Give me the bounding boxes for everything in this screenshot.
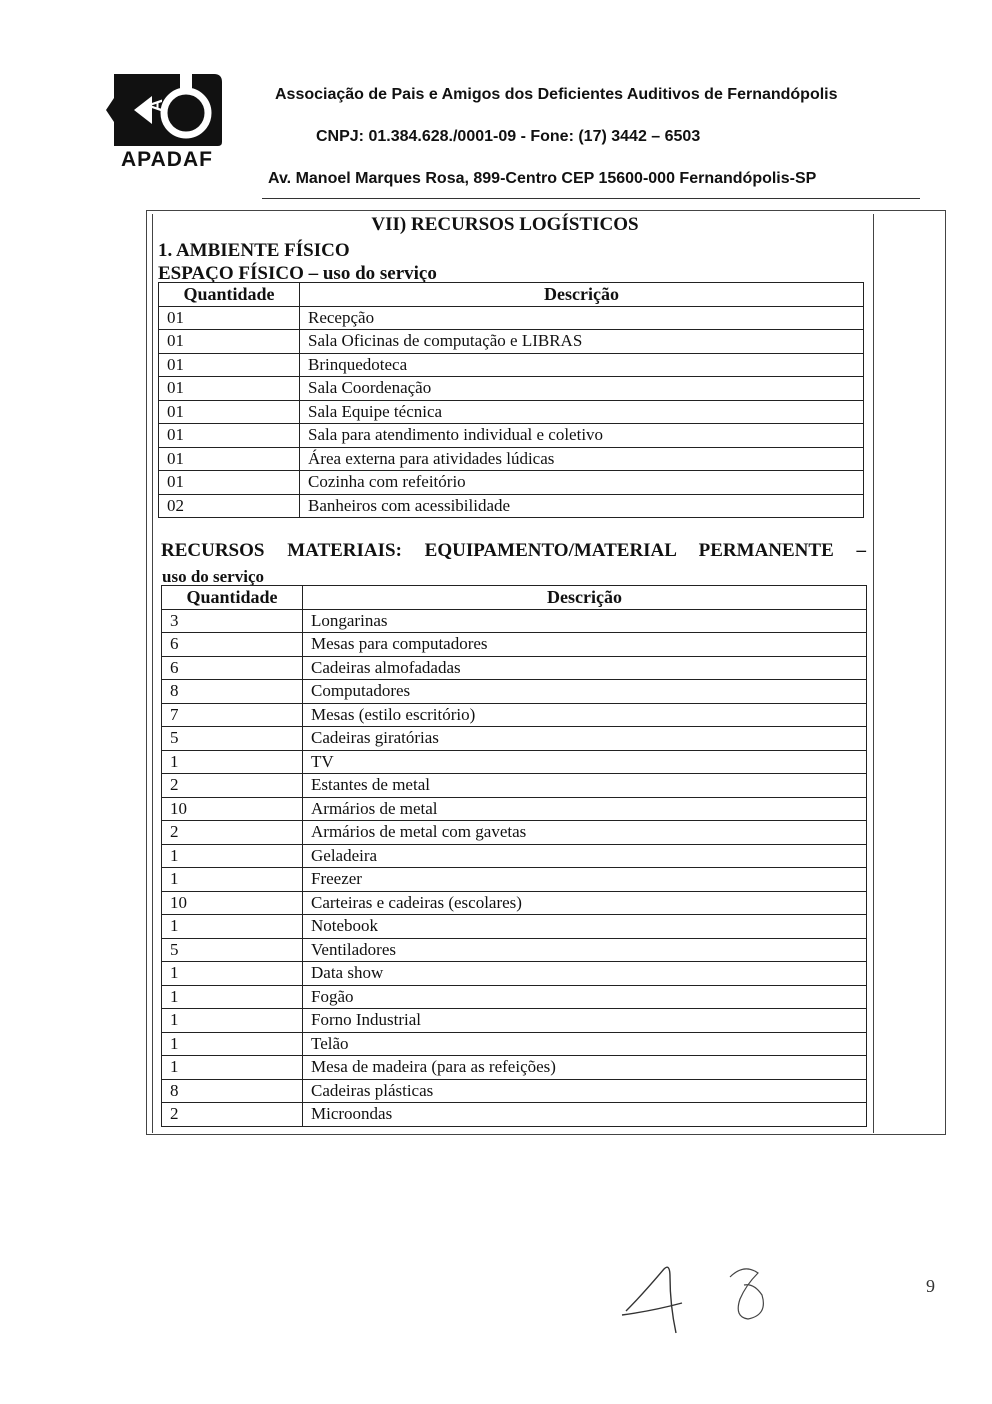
equipment-table: [161, 585, 867, 1127]
description-cell: Cozinha com refeitório: [300, 471, 864, 495]
description-cell: Armários de metal com gavetas: [303, 821, 867, 845]
table-row: [159, 330, 864, 354]
description-cell: Sala Coordenação: [300, 377, 864, 401]
quantity-cell: 01: [159, 424, 300, 448]
table-row: [159, 447, 864, 471]
table-row: [162, 985, 867, 1009]
quantity-cell: 10: [162, 797, 303, 821]
subsection-materiais: RECURSOS MATERIAIS: EQUIPAMENTO/MATERIAL PERMANENTE –: [161, 540, 866, 561]
quantity-cell: 1: [162, 1009, 303, 1033]
quantity-cell: 1: [162, 868, 303, 892]
table-header-row: [159, 283, 864, 307]
quantity-cell: 8: [162, 680, 303, 704]
quantity-cell: 5: [162, 727, 303, 751]
quantity-cell: 1: [162, 1032, 303, 1056]
quantity-cell: 1: [162, 750, 303, 774]
org-name: Associação de Pais e Amigos dos Deficientes Auditivos de Fernandópolis: [275, 86, 838, 103]
quantity-cell: 1: [162, 915, 303, 939]
quantity-cell: 7: [162, 703, 303, 727]
quantity-cell: 01: [159, 330, 300, 354]
table-row: [159, 471, 864, 495]
quantity-cell: 01: [159, 306, 300, 330]
table-row: [162, 797, 867, 821]
description-cell: Brinquedoteca: [300, 353, 864, 377]
table-header-row: [162, 586, 867, 610]
quantity-cell: 01: [159, 353, 300, 377]
description-cell: Longarinas: [303, 609, 867, 633]
svg-text:A: A: [146, 99, 166, 112]
column-header-quantity: Quantidade: [162, 586, 303, 610]
quantity-cell: 2: [162, 1103, 303, 1127]
subsection-ambiente: 1. AMBIENTE FÍSICO: [158, 240, 350, 261]
table-row: [162, 750, 867, 774]
table-row: [162, 633, 867, 657]
apadaf-logo: [104, 66, 230, 176]
table-row: [159, 494, 864, 518]
quantity-cell: 01: [159, 447, 300, 471]
table-row: [162, 1079, 867, 1103]
description-cell: Mesas para computadores: [303, 633, 867, 657]
description-cell: Área externa para atividades lúdicas: [300, 447, 864, 471]
table-row: [162, 727, 867, 751]
quantity-cell: 2: [162, 821, 303, 845]
description-cell: Forno Industrial: [303, 1009, 867, 1033]
description-cell: Mesas (estilo escritório): [303, 703, 867, 727]
handwritten-initials: [612, 1255, 792, 1350]
description-cell: Cadeiras giratórias: [303, 727, 867, 751]
column-header-quantity: Quantidade: [159, 283, 300, 307]
quantity-cell: 1: [162, 1056, 303, 1080]
org-contact: CNPJ: 01.384.628./0001-09 - Fone: (17) 3442 – 6503: [316, 128, 701, 145]
description-cell: Geladeira: [303, 844, 867, 868]
logo-text: APADAF: [121, 148, 213, 171]
quantity-cell: 6: [162, 633, 303, 657]
table-row: [159, 353, 864, 377]
physical-space-table: [158, 282, 864, 518]
description-cell: Mesa de madeira (para as refeições): [303, 1056, 867, 1080]
table-row: [162, 891, 867, 915]
subsection-materiais-cont: uso do serviço: [162, 567, 264, 586]
table-row: [162, 821, 867, 845]
table-row: [162, 868, 867, 892]
quantity-cell: 1: [162, 962, 303, 986]
table-row: [162, 1056, 867, 1080]
description-cell: Fogão: [303, 985, 867, 1009]
org-address: Av. Manoel Marques Rosa, 899-Centro CEP 15600-000 Fernandópolis-SP: [268, 170, 817, 187]
description-cell: Cadeiras plásticas: [303, 1079, 867, 1103]
description-cell: Banheiros com acessibilidade: [300, 494, 864, 518]
description-cell: TV: [303, 750, 867, 774]
table-row: [162, 609, 867, 633]
quantity-cell: 5: [162, 938, 303, 962]
table-row: [159, 400, 864, 424]
column-header-description: Descrição: [303, 586, 867, 610]
description-cell: Estantes de metal: [303, 774, 867, 798]
description-cell: Ventiladores: [303, 938, 867, 962]
table-row: [162, 1032, 867, 1056]
table-row: [159, 424, 864, 448]
section-title: VII) RECURSOS LOGÍSTICOS: [371, 214, 639, 235]
quantity-cell: 1: [162, 844, 303, 868]
table-row: [162, 774, 867, 798]
description-cell: Computadores: [303, 680, 867, 704]
table-row: [162, 915, 867, 939]
table-row: [162, 656, 867, 680]
description-cell: Telão: [303, 1032, 867, 1056]
table-row: [162, 1103, 867, 1127]
description-cell: Sala para atendimento individual e coletivo: [300, 424, 864, 448]
description-cell: Microondas: [303, 1103, 867, 1127]
quantity-cell: 01: [159, 400, 300, 424]
quantity-cell: 02: [159, 494, 300, 518]
quantity-cell: 6: [162, 656, 303, 680]
table-row: [162, 962, 867, 986]
table-row: [162, 1009, 867, 1033]
description-cell: Cadeiras almofadadas: [303, 656, 867, 680]
page-number: 9: [926, 1276, 935, 1296]
description-cell: Recepção: [300, 306, 864, 330]
description-cell: Freezer: [303, 868, 867, 892]
column-header-description: Descrição: [300, 283, 864, 307]
description-cell: Armários de metal: [303, 797, 867, 821]
logo-icon: [104, 66, 230, 150]
description-cell: Data show: [303, 962, 867, 986]
description-cell: Carteiras e cadeiras (escolares): [303, 891, 867, 915]
table-row: [162, 938, 867, 962]
quantity-cell: 01: [159, 471, 300, 495]
description-cell: Sala Oficinas de computação e LIBRAS: [300, 330, 864, 354]
quantity-cell: 2: [162, 774, 303, 798]
header-divider: [262, 198, 920, 199]
quantity-cell: 1: [162, 985, 303, 1009]
quantity-cell: 8: [162, 1079, 303, 1103]
subsection-espaco: ESPAÇO FÍSICO – uso do serviço: [158, 263, 437, 284]
description-cell: Notebook: [303, 915, 867, 939]
table-row: [162, 844, 867, 868]
table-row: [162, 680, 867, 704]
quantity-cell: 01: [159, 377, 300, 401]
quantity-cell: 3: [162, 609, 303, 633]
table-row: [159, 377, 864, 401]
quantity-cell: 10: [162, 891, 303, 915]
description-cell: Sala Equipe técnica: [300, 400, 864, 424]
table-row: [159, 306, 864, 330]
table-row: [162, 703, 867, 727]
